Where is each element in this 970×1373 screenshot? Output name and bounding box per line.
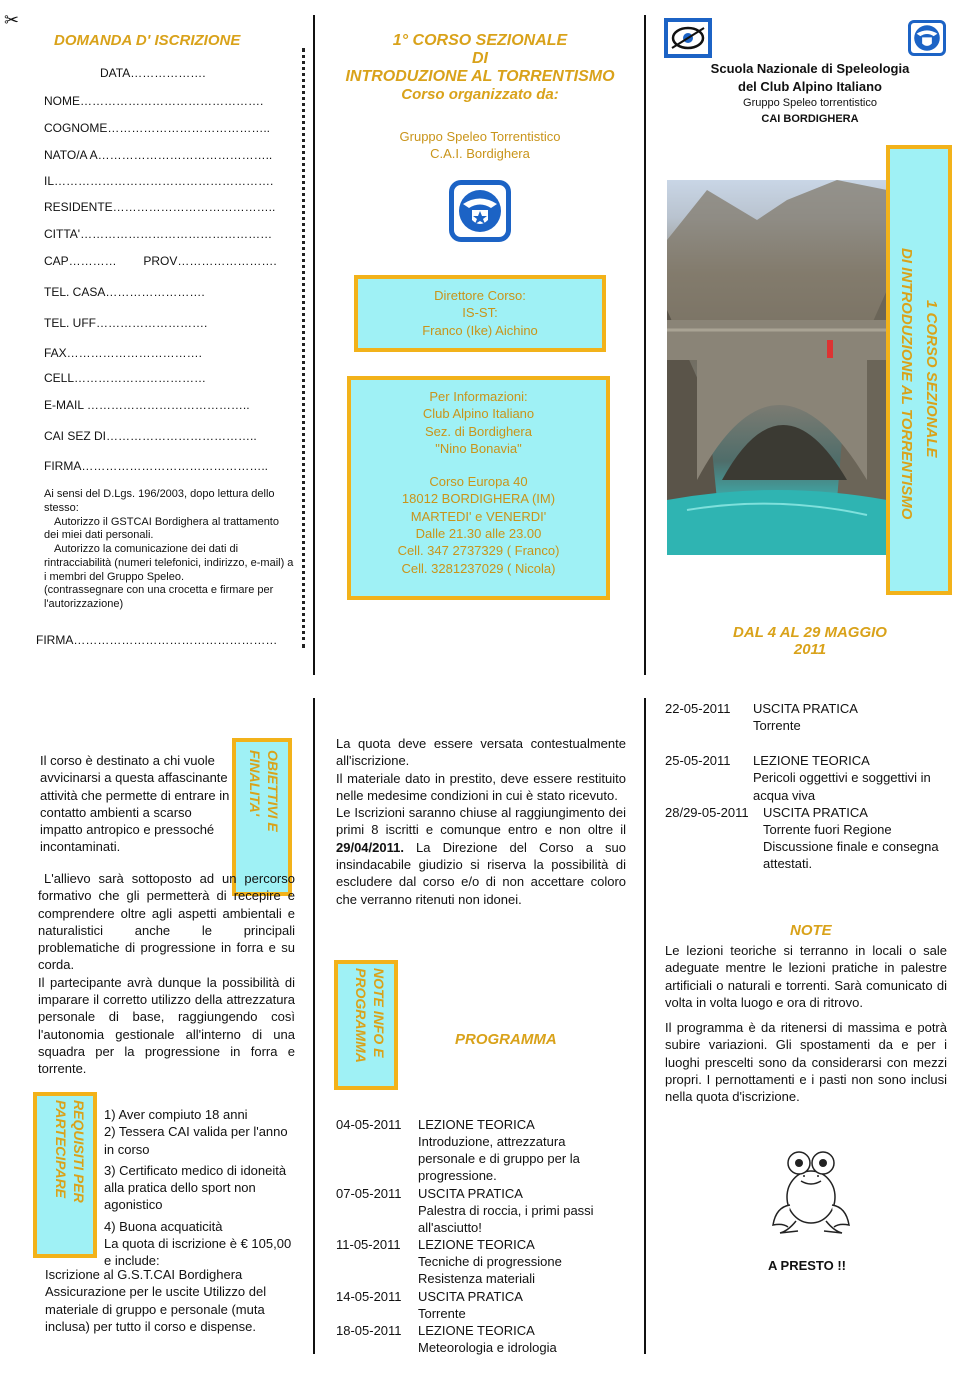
info-line: MARTEDI' e VENERDI'	[410, 508, 547, 524]
program-title: PROGRAMMA	[455, 1031, 557, 1048]
objectives-p1: Il corso è destinato a chi vuole avvicinarsi a questa affascinante attività che permette di entrare in contatto ambienti a scarso impatto antropico e pressoché incontaminati.	[40, 753, 230, 855]
course-title-line: INTRODUZIONE AL TORRENTISMO	[345, 68, 615, 85]
program-detail	[418, 1185, 616, 1236]
privacy-consent-2[interactable]: Autorizzo la comunicazione dei dati di rintracciabilità (numeri telefonici, indirizzo, e-mail) a i membri del Gruppo Speleo.	[44, 543, 294, 583]
requirement-item: 3) Certificato medico di idoneità alla pratica dello sport non agonistico	[104, 1162, 287, 1213]
form-field[interactable]: TEL. CASA…………………….	[44, 285, 205, 299]
form-field[interactable]: DATA……………….	[100, 66, 206, 80]
form-field[interactable]: CELL……………………………	[44, 371, 207, 385]
group-name: Gruppo Speleo torrentistico	[743, 97, 877, 110]
form-field[interactable]: TEL. UFF……………………….	[44, 316, 208, 330]
privacy-block	[44, 488, 296, 612]
notes-p3-end: La Direzione del Corso a suo insindacabile giudizio si riserva la possibilità di escludere dal corso e/o di non accettare coloro che verranno ritenuti non idonei.	[336, 839, 626, 907]
program-type: USCITA PRATICA	[753, 701, 858, 716]
program-type: LEZIONE TEORICA	[753, 753, 870, 769]
form-field[interactable]: FAX…………………………….	[44, 346, 203, 360]
director-box	[354, 275, 606, 352]
cut-line	[302, 48, 305, 648]
form-field[interactable]: CITTA'…………………………………………	[44, 227, 273, 241]
program-item	[336, 1236, 616, 1287]
form-field[interactable]: E-MAIL …………………………………..	[44, 398, 250, 412]
info-line: 18012 BORDIGHERA (IM)	[401, 491, 556, 507]
info-line: Dalle 21.30 alle 23.00	[415, 525, 542, 541]
program-date: 11-05-2011	[336, 1237, 401, 1253]
program-desc: Meteorologia e idrologia	[418, 1340, 557, 1356]
program-item	[665, 700, 955, 734]
form-title: DOMANDA D' ISCRIZIONE	[54, 32, 241, 49]
objectives-label: OBIETTIVI E FINALITA'	[246, 750, 281, 832]
program-item	[336, 1322, 616, 1356]
organizer-line: C.A.I. Bordighera	[430, 145, 530, 161]
program-list-b	[665, 700, 955, 872]
notes-p3	[336, 804, 626, 908]
program-desc: Tecniche di progressione Resistenza materiali	[418, 1254, 562, 1287]
column-divider	[313, 698, 315, 1354]
info-line: Sez. di Bordighera	[425, 423, 532, 439]
info-line: Club Alpino Italiano	[422, 406, 535, 422]
privacy-note: (contrassegnare con una crocetta e firmare per l'autorizzazione)	[44, 584, 274, 610]
program-detail	[418, 1116, 616, 1185]
form-field[interactable]: NOME……………………………………….	[44, 94, 264, 108]
director-line: Direttore Corso:	[434, 288, 526, 303]
course-title-line: 1° CORSO SEZIONALE	[392, 32, 568, 49]
program-date: 07-05-2011	[336, 1185, 402, 1201]
program-list-a	[336, 1116, 616, 1356]
program-detail	[763, 804, 953, 873]
final-signature-field[interactable]: FIRMA……………………………………………	[36, 633, 278, 647]
column-divider	[644, 698, 646, 1354]
program-desc: Torrente	[418, 1305, 466, 1321]
scissors-icon: ✂	[4, 10, 20, 30]
program-item	[336, 1185, 616, 1236]
organizer-line: Gruppo Speleo Torrentistico	[399, 129, 561, 144]
privacy-intro: Ai sensi del D.Lgs. 196/2003, dopo lettura dello stesso:	[44, 488, 275, 514]
info-line: Cell. 347 2737329 ( Franco)	[397, 543, 560, 559]
info-line	[351, 457, 606, 473]
program-type: LEZIONE TEORICA	[418, 1322, 535, 1338]
director-line: IS-ST:	[462, 305, 498, 321]
form-field[interactable]: NATO/A A……………………………………..	[44, 148, 273, 162]
objectives-p3: Il partecipante avrà dunque la possibilità di imparare il corretto utilizzo della attrezzatura personale di base, raggiungendo così l'autonomia gestionale all'interno di una squadra per la progressione in forra e torrente.	[38, 974, 295, 1077]
program-desc: Pericoli oggettivi e soggettivi in acqua viva	[753, 770, 931, 803]
cai-emblem-icon	[913, 24, 941, 52]
notes-p3-start: Le Iscrizioni saranno chiuse al raggiungimento dei primi 8 iscritti e comunque entro e non oltre il	[336, 805, 626, 838]
course-dates	[700, 624, 920, 658]
organizer	[330, 129, 630, 163]
form-field[interactable]: CAP………… PROV…………………….	[44, 254, 277, 268]
program-desc: Introduzione, attrezzatura personale e di gruppo per la progressione.	[418, 1134, 580, 1184]
info-line: Corso Europa 40	[429, 474, 528, 490]
program-type: LEZIONE TEORICA	[418, 1237, 535, 1253]
info-box	[347, 376, 610, 600]
program-detail	[418, 1322, 557, 1356]
fee-text: La quota di iscrizione è € 105,00 e include:	[104, 1235, 292, 1269]
note-p1: Le lezioni teoriche si terranno in locali o sale adeguate mentre le lezioni pratiche in palestre artificiali o naturali e torrenti. Sarà comunicato di volta in volta luogo e ora di ritrovo.	[665, 943, 947, 1010]
course-dates-line: DAL 4 AL 29 MAGGIO	[733, 624, 887, 641]
speleo-school-logo	[664, 18, 712, 58]
requirement-item: 2) Tessera CAI valida per l'anno in corso	[104, 1124, 288, 1157]
form-field[interactable]: COGNOME…………………………………..	[44, 121, 271, 135]
program-date: 22-05-2011	[665, 701, 731, 716]
form-field[interactable]: CAI SEZ DI………………………………..	[44, 429, 257, 443]
program-detail	[753, 700, 858, 734]
requirement-item: 1) Aver compiuto 18 anni	[104, 1107, 248, 1122]
program-desc: Torrente fuori Regione Discussione finale e consegna attestati.	[763, 821, 939, 872]
canyon-illustration	[667, 180, 887, 555]
school-name: Scuola Nazionale di Speleologia	[710, 61, 910, 76]
cover-title-vertical: DI INTRODUZIONE AL TORRENTISMO	[898, 248, 915, 520]
objectives-text-b	[38, 870, 295, 1077]
cai-emblem-icon	[457, 188, 503, 234]
notes-label: NOTE INFO E PROGRAMMA	[352, 968, 387, 1063]
cover-title-box	[886, 145, 952, 595]
note-p2: Il programma è da ritenersi di massima e potrà subire variazioni. Gli spostamenti da e per i luoghi prescelti sono da considerarsi con mezzi propri. I pernottamenti e i pasti non sono inclusi nella quota d'iscrizione.	[665, 1020, 947, 1105]
form-field[interactable]: IL……………………………………………….	[44, 174, 274, 188]
requirements-label: REQUISITI PER PARTECIPARE	[52, 1100, 87, 1203]
requirements-list	[104, 1106, 299, 1270]
organized-by: Corso organizzato da:	[401, 86, 559, 103]
column-divider	[644, 15, 646, 675]
column-divider	[313, 15, 315, 675]
program-desc: Palestra di roccia, i primi passi all'asciutto!	[418, 1202, 594, 1235]
program-date: 04-05-2011	[336, 1117, 402, 1132]
program-item	[665, 804, 955, 873]
school-name: del Club Alpino Italiano	[738, 78, 882, 94]
fee-includes: Iscrizione al G.S.T.CAI Bordighera Assicurazione per le uscite Utilizzo del materiale di gruppo e personale (muta inclusa) per tutto il corso e dispense.	[45, 1267, 267, 1334]
notes-p2: Il materiale dato in prestito, deve essere restituito nelle medesime condizioni in cui è stato ricevuto.	[336, 770, 626, 803]
course-title	[330, 32, 630, 103]
program-date: 18-05-2011	[336, 1322, 402, 1338]
program-item	[336, 1116, 616, 1185]
requirement-item: 4) Buona acquaticità	[104, 1218, 223, 1234]
program-date: 14-05-2011	[336, 1288, 402, 1304]
farewell: A PRESTO !!	[768, 1258, 847, 1273]
program-item	[665, 752, 955, 803]
cai-small-logo	[908, 20, 946, 56]
frog-icon	[768, 1145, 854, 1235]
program-type: USCITA PRATICA	[763, 804, 868, 820]
cover-title-vertical: 1 CORSO SEZIONALE	[923, 300, 940, 458]
program-detail	[418, 1288, 523, 1322]
notes-info-text	[336, 735, 626, 908]
cai-logo	[449, 180, 511, 242]
program-desc: Torrente	[753, 718, 801, 734]
program-date: 25-05-2011	[665, 753, 731, 769]
note-text	[665, 942, 947, 1106]
canyon-photo	[667, 180, 887, 555]
objectives-text-a	[40, 752, 230, 856]
program-detail	[753, 752, 938, 803]
speleo-logo-icon	[666, 20, 710, 56]
program-date: 28/29-05-2011	[665, 804, 749, 820]
program-item	[336, 1288, 616, 1322]
notes-p1: La quota deve essere versata contestualmente all'iscrizione.	[336, 736, 626, 769]
program-type: USCITA PRATICA	[418, 1288, 523, 1304]
program-detail	[418, 1236, 616, 1287]
course-title-line: DI	[472, 50, 488, 67]
form-field[interactable]: RESIDENTE…………………………………..	[44, 200, 276, 214]
objectives-p2: L'allievo sarà sottoposto ad un percorso formativo che gli permetterà di recepire e comprendere oltre agli aspetti ambientali e naturalistici anche le principali problematiche di progressione in forra e su corda.	[38, 871, 295, 973]
program-type: USCITA PRATICA	[418, 1185, 523, 1201]
privacy-consent-1[interactable]: Autorizzo il GSTCAI Bordighera al trattamento dei miei dati personali.	[44, 515, 279, 542]
info-line: Cell. 3281237029 ( Nicola)	[401, 560, 556, 576]
note-title: NOTE	[790, 922, 832, 939]
info-line: Per Informazioni:	[429, 389, 528, 404]
info-line: "Nino Bonavia"	[435, 440, 522, 456]
closing-date: 29/04/2011.	[336, 839, 404, 855]
program-type: LEZIONE TEORICA	[418, 1117, 535, 1132]
frog-illustration	[768, 1145, 854, 1235]
school-header	[690, 60, 930, 127]
course-dates-line: 2011	[793, 641, 827, 658]
form-field[interactable]: FIRMA………………………………………..	[44, 459, 268, 473]
director-line: Franco (Ike) Aichino	[422, 322, 538, 338]
group-name: CAI BORDIGHERA	[761, 112, 859, 125]
